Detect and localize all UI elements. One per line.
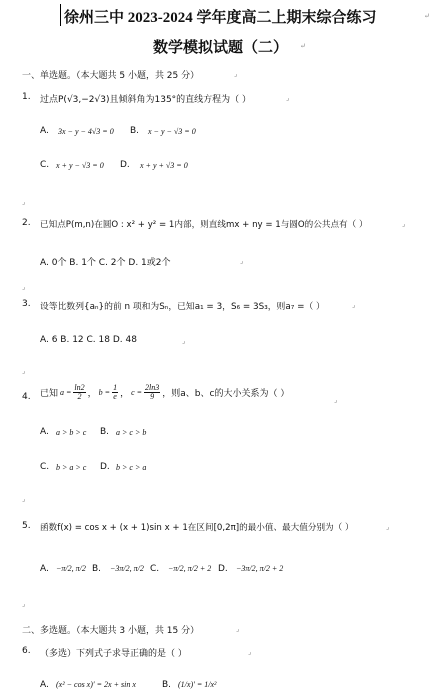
fraction-a xyxy=(73,384,85,401)
option-label: C. xyxy=(40,160,50,170)
end-mark: ⌟ xyxy=(22,198,26,206)
option-label: A. xyxy=(40,564,49,574)
fraction-denominator: 2 xyxy=(77,392,82,401)
question-number: 3. xyxy=(22,299,31,309)
option-label: B. xyxy=(92,564,102,574)
option-expression: (x² − cos x)′ = 2x + sin x xyxy=(56,680,136,689)
option-label: A. xyxy=(40,680,49,690)
option-expression: a > c > b xyxy=(116,428,147,437)
options-line: A. 0个 B. 1个 C. 2个 D. 1或2个 xyxy=(40,258,171,268)
exam-title-line1: 徐州三中 2023-2024 学年度高二上期末综合练习 xyxy=(64,10,377,26)
option-expression: a > b > c xyxy=(56,428,87,437)
option-label: B. xyxy=(130,126,140,136)
end-mark: ⌟ xyxy=(240,257,244,265)
stem-prefix: 已知 xyxy=(40,389,59,399)
end-mark: ⌟ xyxy=(352,301,356,309)
var-c-label: c = xyxy=(131,388,143,397)
option-expression: b > a > c xyxy=(56,463,87,472)
option-label: A. xyxy=(40,126,49,136)
end-mark: ⌟ xyxy=(286,94,290,102)
end-mark: ⌟ xyxy=(402,220,406,228)
option-expression: (1/x)′ = 1/x² xyxy=(178,680,217,689)
fraction-c xyxy=(144,384,160,401)
fraction-numerator: 1 xyxy=(113,383,118,392)
question-number: 1. xyxy=(22,92,31,102)
option-label: B. xyxy=(162,680,172,690)
option-label: D. xyxy=(100,462,110,472)
option-expression: 3x − y − 4√3 = 0 xyxy=(58,127,114,136)
question-stem: 已知 a = $\frac{\ln 2}{2}$ ， b = $\frac{1}{e}$ ， c = $\frac{2\ln 3}{9}$ ，则a、b、c的大小关系为（ ） xyxy=(40,383,290,401)
option-expression: x + y − √3 = 0 xyxy=(56,161,104,170)
end-mark: ⌟ xyxy=(22,283,26,291)
option-expression: x + y + √3 = 0 xyxy=(140,161,188,170)
options-line: A. 6 B. 12 C. 18 D. 48 xyxy=(40,335,137,345)
paragraph-mark: ↵ xyxy=(424,12,430,20)
option-label: C. xyxy=(40,462,50,472)
end-mark: ⌟ xyxy=(248,648,252,656)
option-expression: b > c > a xyxy=(116,463,147,472)
end-mark: ⌟ xyxy=(22,367,26,375)
option-expression: −π/2, π/2 xyxy=(56,564,86,573)
fraction-denominator: e xyxy=(113,392,117,401)
fraction-numerator: 2ln3 xyxy=(145,383,160,392)
section-heading-single-choice: 一、单选题。（本大题共 5 小题，共 25 分） xyxy=(22,71,200,81)
option-label: C. xyxy=(150,564,160,574)
section-heading-multiple-choice: 二、多选题。（本大题共 3 小题，共 15 分） xyxy=(22,626,200,636)
stem-suffix: ，则a、b、c的大小关系为（ ） xyxy=(162,389,290,399)
question-stem: （多选）下列式子求导正确的是（ ） xyxy=(40,649,187,659)
end-mark: ⌟ xyxy=(22,600,26,608)
end-mark: ⌟ xyxy=(22,495,26,503)
end-mark: ⌟ xyxy=(386,523,390,531)
option-label: D. xyxy=(218,564,228,574)
fraction-b xyxy=(112,384,118,401)
end-mark: ⌟ xyxy=(182,337,186,345)
option-label: A. xyxy=(40,427,49,437)
question-stem: 设等比数列{aₙ}的前 n 项和为Sₙ，已知a₁ = 3，S₆ = 3S₃，则a₇ =（ ） xyxy=(40,302,325,312)
question-number: 4. xyxy=(22,392,31,402)
exam-title-line2: 数学模拟试题（二） xyxy=(153,40,289,56)
var-a-label: a = xyxy=(60,388,72,397)
end-mark: ⌟ xyxy=(234,70,238,78)
end-mark: ⌟ xyxy=(236,625,240,633)
question-stem: 函数f(x) = cos x + (x + 1)sin x + 1在区间[0,2π]的最小值、最大值分别为（ ） xyxy=(40,523,354,533)
option-expression: −3π/2, π/2 + 2 xyxy=(236,564,284,573)
question-number: 2. xyxy=(22,218,31,228)
question-stem: 已知点P(m,n)在圆O : x² + y² = 1内部，则直线mx + ny = 1与圆O的公共点有（ ） xyxy=(40,220,368,230)
fraction-numerator: ln2 xyxy=(74,383,85,392)
question-number: 5. xyxy=(22,521,31,531)
var-b-label: b = xyxy=(98,388,111,397)
question-stem: 过点P(√3,−2√3)且倾斜角为135°的直线方程为（ ） xyxy=(40,95,252,105)
option-expression: x − y − √3 = 0 xyxy=(148,127,196,136)
end-mark: ⌟ xyxy=(334,396,338,404)
question-number: 6. xyxy=(22,646,31,656)
text-cursor xyxy=(60,4,61,26)
option-expression: −π/2, π/2 + 2 xyxy=(168,564,212,573)
fraction-denominator: 9 xyxy=(150,392,155,401)
paragraph-mark: ↵ xyxy=(300,42,306,50)
option-label: B. xyxy=(100,427,110,437)
option-label: D. xyxy=(120,160,130,170)
option-expression: −3π/2, π/2 xyxy=(110,564,144,573)
